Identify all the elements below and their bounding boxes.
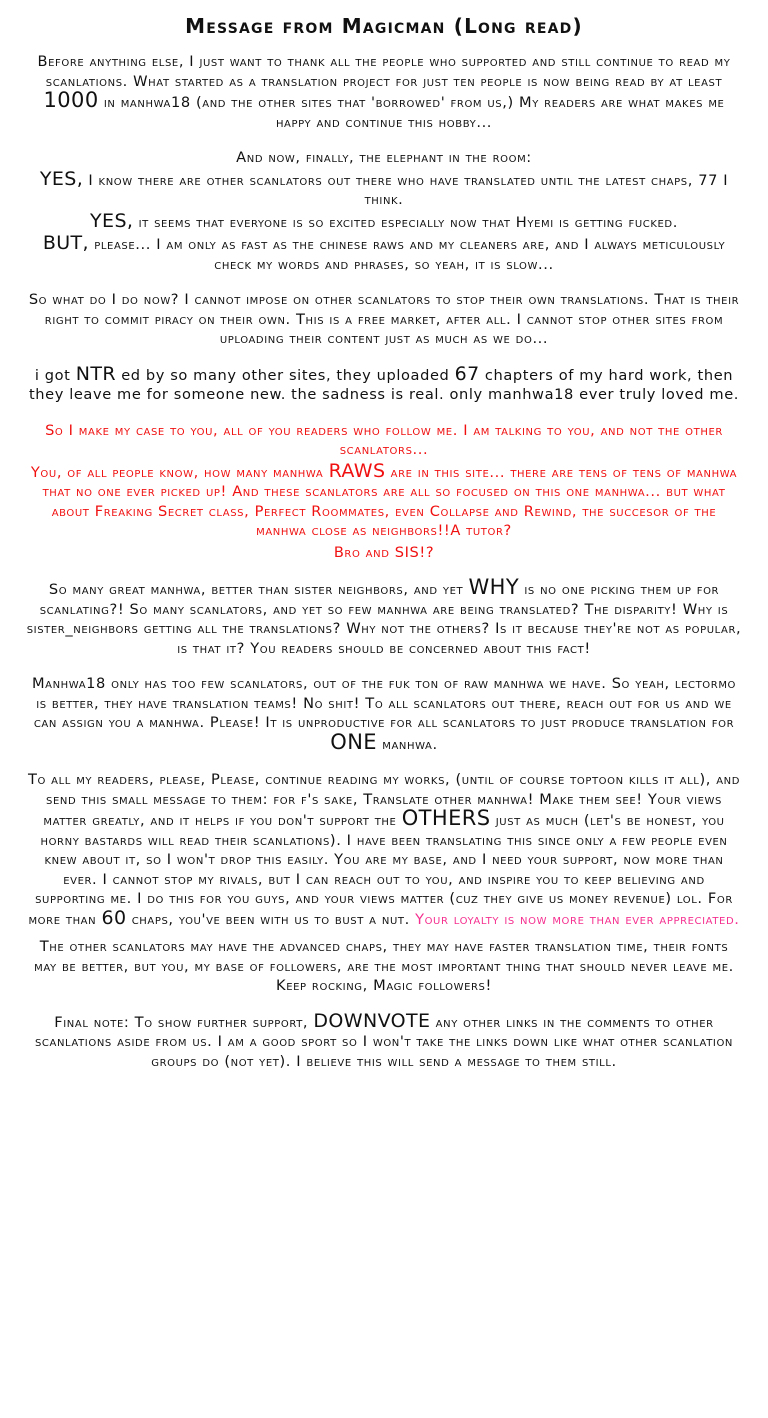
chaps-count: 60: [101, 906, 127, 929]
elephant-yes-2: [26, 209, 742, 233]
scanlators-text-2: manhwa.: [382, 735, 438, 753]
yes-emphasis-2: YES,: [90, 209, 134, 232]
chapter-count: 67: [454, 362, 480, 385]
paragraph-to-all-readers: [26, 770, 742, 929]
paragraph-why: [26, 575, 742, 658]
elephant-but-text: please... I am only as fast as the chinese raws and my cleaners are, and I always meticulously check my words and phrases, so yeah, it is slow...: [94, 236, 726, 273]
but-emphasis: BUT,: [42, 232, 89, 254]
one-emphasis: ONE: [330, 729, 377, 754]
case-line-1: So I make my case to you, all of you readers who follow me. I am talking to you, and not the other scanlators...: [45, 421, 723, 458]
readers-text-1: To all my readers, please, Please, continue reading my works, (until of course toptoon kills it all), and send this small message to them: for f's sake, Translate other manhwa! Make them see! Your views matter greatly, and it helps if you don't support the: [27, 771, 741, 829]
ntr-text-2: ed by so many other sites, they uploaded: [121, 366, 450, 384]
paragraph-too-few-scanlators: [26, 674, 742, 754]
elephant-but: [26, 234, 742, 274]
loyalty-appreciated-text: Your loyalty is now more than ever appreciated.: [415, 910, 740, 928]
why-text-1: So many great manhwa, better than sister neighbors, and yet: [48, 581, 464, 598]
reader-count: 1000: [43, 88, 99, 112]
elephant-yes-1-text: I know there are other scanlators out there who have translated until the latest chaps, 77 I think.: [88, 171, 729, 208]
why-emphasis: WHY: [468, 575, 520, 599]
case-line-2-text-1: You, of all people know, how many manhwa: [30, 463, 324, 481]
paragraph-case-group: [26, 421, 742, 563]
readers-text-3: chaps, you've been with us to bust a nut.: [131, 910, 410, 928]
paragraph-elephant-group: [26, 148, 742, 274]
elephant-yes-1: [26, 167, 742, 210]
why-text-2: is no one picking them up for scanlating?! So many scanlators, and yet so few manhwa are being translated? The disparity! Why is sister_neighbors getting all the translations? Why not the others? Is it because they're not as popular, is that it? You readers should be concerned about this fact!: [26, 581, 742, 657]
elephant-intro: And now, finally, the elephant in the room:: [236, 149, 532, 166]
case-line-2: [26, 459, 742, 541]
paragraph-readers-group: [26, 770, 742, 996]
readers-text-2: just as much (let's be honest, you horny bastards will read their scanlations). I have been translating this since only a few people even knew about it, so I won't drop this easily. You are my base, and I need your support, now more than ever. I cannot stop my rivals, but I can reach out to you, and inspire you to keep believing and supporting me. I do this for you guys, and your views matter (cuz they give us money revenue) lol. For more than: [28, 812, 733, 928]
paragraph-thanks-text-1: Before anything else, I just want to thank all the people who supported and still continue to read my scanlations. What started as a translation project for just ten people is now being read by at least: [37, 53, 731, 90]
final-note-text-2: any other links in the comments to other scanlations aside from us. I am a good sport so I won't take the links down like what other scanlation groups do (not yet). I believe this will send a message to them still.: [34, 1013, 734, 1070]
ntr-text-3: chapters of my hard work, then they leave me for someone new. the sadness is real. only manhwa18 ever truly loved me.: [28, 366, 740, 403]
case-line-3: Bro and SIS!?: [333, 543, 435, 561]
final-note-text-1: Final note: To show further support,: [54, 1013, 309, 1031]
ntr-text-1: i got: [34, 366, 71, 384]
paragraph-thanks-text-2: in manhwa18 (and the other sites that 'borrowed' from us,) My readers are what makes me happy and continue this hobby...: [103, 94, 725, 131]
case-line-2-text-2: are in this site... there are tens of tens of manhwa that no one ever picked up! And these scanlators are all so focused on this one manhwa... but what about Freaking Secret class, Perfect Roommates, even Collapse and Rewind, the succesor of the manhwa close as neighbors!!A tutor?: [42, 463, 738, 539]
raws-emphasis: RAWS: [328, 459, 386, 482]
scanlators-text-1: Manhwa18 only has too few scanlators, out of the fuk ton of raw manhwa we have. So yeah, lectormo is better, they have translation teams! No shit! To all scanlators out there, reach out for us and we can assign you a manhwa. Please! It is unproductive for all scanlators to just produce translation for: [31, 675, 737, 731]
downvote-emphasis: DOWNVOTE: [313, 1009, 431, 1032]
others-emphasis: OTHERS: [401, 806, 491, 830]
paragraph-final-note: [26, 1009, 742, 1072]
yes-emphasis-1: YES,: [39, 167, 84, 190]
paragraph-thanks: [26, 52, 742, 132]
elephant-yes-2-text: it seems that everyone is so excited especially now that Hyemi is getting fucked.: [138, 213, 678, 231]
paragraph-what-do-i-do: So what do I do now? I cannot impose on other scanlators to stop their own translations. That is their right to commit piracy on their own. This is a free market, after all. I cannot stop other sites from uploading their content just as much as we do...: [28, 291, 740, 347]
paragraph-base-of-followers: The other scanlators may have the advanced chaps, they may have faster translation time, their fonts may be better, but you, my base of followers, are the most important thing that should never leave me. Keep rocking, Magic followers!: [34, 938, 734, 994]
paragraph-ntr: [26, 362, 742, 405]
ntr-emphasis: NTR: [75, 362, 116, 385]
page-title: Message from Magicman (Long read): [185, 14, 583, 38]
